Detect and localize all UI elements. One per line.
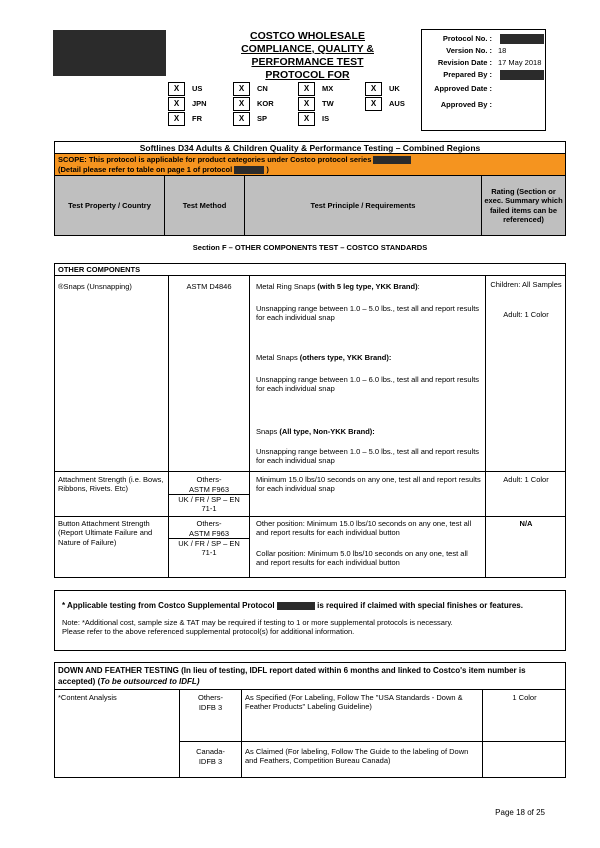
supplemental-line-2: Note: *Additional cost, sample size & TAT may be required if testing to 1 or more supplemental protocols is necessary. <box>62 618 453 627</box>
region-is <box>298 112 329 126</box>
region-label: TW <box>322 99 334 109</box>
title-line-2: COMPLIANCE, QUALITY & <box>241 43 374 55</box>
region-check: X <box>233 112 250 126</box>
other-components-heading: OTHER COMPONENTS <box>58 265 141 274</box>
version-value: 18 <box>498 46 507 55</box>
col-divider <box>241 689 242 778</box>
row-divider <box>55 471 566 472</box>
snaps-p1-b: (with 5 leg type, YKK Brand) <box>317 282 418 291</box>
title-line-1: COSTCO WHOLESALE <box>250 30 365 42</box>
snaps-principle-4: Unsnapping range between 1.0 – 6.0 lbs., test all and report results for each individual snap <box>256 375 480 394</box>
scope-text-2a: (Detail please refer to table on page 1 of protocol <box>58 165 233 174</box>
approved-by-row <box>422 100 545 112</box>
region-check: X <box>298 112 315 126</box>
approved-date-label: Approved Date : <box>434 84 492 93</box>
snaps-p1-a: Metal Ring Snaps <box>256 282 318 291</box>
button-method-2: ASTM F963 <box>188 529 229 538</box>
snaps-principle-6: Unsnapping range between 1.0 – 5.0 lbs., test all and report results for each individual snap <box>256 447 480 466</box>
col-test-method: Test Method <box>165 176 245 235</box>
df-row1-rating: 1 Color <box>512 693 537 702</box>
button-principle-1: Other position: Minimum 15.0 lbs/10 seconds on any one, test all and report results for each individual button <box>256 519 472 538</box>
snaps-p5-a: Snaps <box>256 427 280 436</box>
snaps-method: ASTM D4846 <box>186 282 232 291</box>
attachment-method-3: UK / FR / SP – EN 71-1 <box>178 495 240 514</box>
region-check: X <box>365 97 382 111</box>
region-label: JPN <box>192 99 207 109</box>
region-jpn <box>168 97 207 111</box>
revision-label: Revision Date : <box>437 58 492 67</box>
region-grid <box>168 82 418 124</box>
region-tw <box>298 97 334 111</box>
region-check: X <box>168 112 185 126</box>
region-mx <box>298 82 333 96</box>
snaps-rating-1: Children: All Samples <box>490 280 562 289</box>
region-label: FR <box>192 114 202 124</box>
down-feather-heading-b: To be outsourced to IDFL) <box>100 677 200 686</box>
region-uk <box>365 82 400 96</box>
snaps-rating-2: Adult: 1 Color <box>503 310 549 319</box>
button-property: Button Attachment Strength (Report Ultimate Failure and Nature of Failure) <box>58 519 153 547</box>
snaps-principle-2: Unsnapping range between 1.0 – 5.0 lbs., test all and report results for each individual snap <box>256 304 480 323</box>
document-title <box>215 30 400 82</box>
snaps-principle-3 <box>256 353 481 362</box>
revision-row <box>422 58 545 70</box>
region-label: MX <box>322 84 334 94</box>
supplemental-protocol-redacted <box>277 602 315 610</box>
supplemental-line-3: Please refer to the above referenced supplemental protocol(s) for additional information. <box>62 627 355 637</box>
title-line-4: PROTOCOL FOR <box>265 69 350 81</box>
snaps-p5-b: (All type, Non-YKK Brand): <box>279 427 375 436</box>
button-rating: N/A <box>519 519 533 528</box>
title-line-3: PERFORMANCE TEST <box>251 56 364 68</box>
content-analysis-property: *Content Analysis <box>58 693 117 702</box>
col-rating: Rating (Section or exec. Summary which failed items can be referenced) <box>484 186 563 224</box>
protocol-no-row <box>422 34 545 46</box>
scope-protocol-redacted <box>234 166 264 174</box>
supplemental-line-1 <box>62 600 558 611</box>
df-row1-method-1: Others- <box>197 693 223 702</box>
button-method-1: Others- <box>196 519 222 528</box>
region-check: X <box>365 82 382 96</box>
other-components-table <box>54 263 566 578</box>
region-label: CN <box>257 84 268 94</box>
supplemental-text-a: * Applicable testing from Costco Supplemental Protocol <box>62 601 275 610</box>
protocol-no-label: Protocol No. : <box>442 34 492 43</box>
supplemental-note <box>54 590 566 651</box>
supplemental-text-b: is required if claimed with special finishes or features. <box>317 601 523 610</box>
col-divider <box>485 275 486 578</box>
region-check: X <box>168 82 185 96</box>
snaps-property: ®Snaps (Unsnapping) <box>58 282 132 291</box>
button-method-3: UK / FR / SP – EN 71-1 <box>178 539 240 558</box>
scope-text-2b: ) <box>266 165 269 174</box>
region-check: X <box>298 97 315 111</box>
scope-series-redacted <box>373 156 411 164</box>
revision-value: 17 May 2018 <box>498 58 542 67</box>
row-divider <box>55 516 566 517</box>
region-fr <box>168 112 202 126</box>
section-heading: Section F – OTHER COMPONENTS TEST – COSTCO STANDARDS <box>192 243 428 252</box>
scope-text-1: SCOPE: This protocol is applicable for product categories under Costco protocol series <box>58 155 372 164</box>
snaps-principle-5 <box>256 427 481 436</box>
down-feather-heading-a: DOWN AND FEATHER TESTING (In lieu of testing, IDFL report dated within 6 months and linked to Costco's item number is accepted) ( <box>58 666 526 686</box>
row-divider <box>179 741 566 742</box>
main-table-title: Softlines D34 Adults & Children Quality & Performance Testing – Combined Regions <box>55 142 565 154</box>
scope-line-2 <box>58 165 562 175</box>
region-label: SP <box>257 114 268 124</box>
col-divider <box>249 275 250 578</box>
region-sp <box>233 112 267 126</box>
region-check: X <box>168 97 185 111</box>
row-divider <box>55 275 566 276</box>
prepared-label: Prepared By : <box>443 70 492 79</box>
region-label: KOR <box>257 99 274 109</box>
region-check: X <box>298 82 315 96</box>
attachment-method-2: ASTM F963 <box>188 485 229 494</box>
col-test-principle: Test Principle / Requirements <box>245 176 482 235</box>
logo-redacted <box>53 30 166 76</box>
column-headers <box>55 176 565 235</box>
scope-line-1 <box>58 155 562 165</box>
prepared-row <box>422 70 545 82</box>
down-feather-table <box>54 662 566 778</box>
main-table-header <box>54 141 566 236</box>
attachment-principle: Minimum 15.0 lbs/10 seconds on any one, test all and report results for each individual snap <box>256 475 481 494</box>
down-feather-heading <box>58 665 563 687</box>
region-label: AUS <box>389 99 405 109</box>
version-label: Version No. : <box>446 46 492 55</box>
snaps-p1-c: : <box>417 282 420 291</box>
df-row2-method-1: Canada- <box>196 747 225 756</box>
attachment-method-1: Others- <box>196 475 222 484</box>
version-row <box>422 46 545 58</box>
region-check: X <box>233 97 250 111</box>
region-us <box>168 82 202 96</box>
attachment-rating: Adult: 1 Color <box>503 475 549 484</box>
button-principle-2: Collar position: Minimum 5.0 lbs/10 seconds on any one, test all and report results for each individual button <box>256 549 468 568</box>
df-row1-principle: As Specified (For Labeling, Follow The "USA Standards - Down & Feather Products" Labeling Guideline) <box>245 693 463 712</box>
region-kor <box>233 97 274 111</box>
page-number: Page 18 of 25 <box>495 808 545 817</box>
region-label: IS <box>322 114 330 124</box>
approved-date-row <box>422 84 545 96</box>
approved-by-label: Approved By : <box>440 100 492 109</box>
prepared-redacted <box>500 70 544 80</box>
row-divider <box>55 689 566 690</box>
df-row2-method-2: IDFB 3 <box>198 757 223 766</box>
snaps-p3-a: Metal Snaps <box>256 353 300 362</box>
region-aus <box>365 97 405 111</box>
protocol-no-redacted <box>500 34 544 44</box>
protocol-info-box <box>421 29 546 131</box>
df-row2-principle: As Claimed (For labeling, Follow The Guide to the labeling of Down and Feathers, Competition Bureau Canada) <box>245 747 469 766</box>
region-cn <box>233 82 268 96</box>
scope-band <box>55 154 565 176</box>
attachment-property: Attachment Strength (i.e. Bows, Ribbons, Rivets. Etc) <box>58 475 164 494</box>
df-row1-method-2: IDFB 3 <box>198 703 223 712</box>
snaps-principle-1 <box>256 282 481 291</box>
region-label: US <box>192 84 203 94</box>
snaps-p3-b: (others type, YKK Brand): <box>299 353 392 362</box>
region-check: X <box>233 82 250 96</box>
col-test-property: Test Property / Country <box>55 176 165 235</box>
region-label: UK <box>389 84 400 94</box>
